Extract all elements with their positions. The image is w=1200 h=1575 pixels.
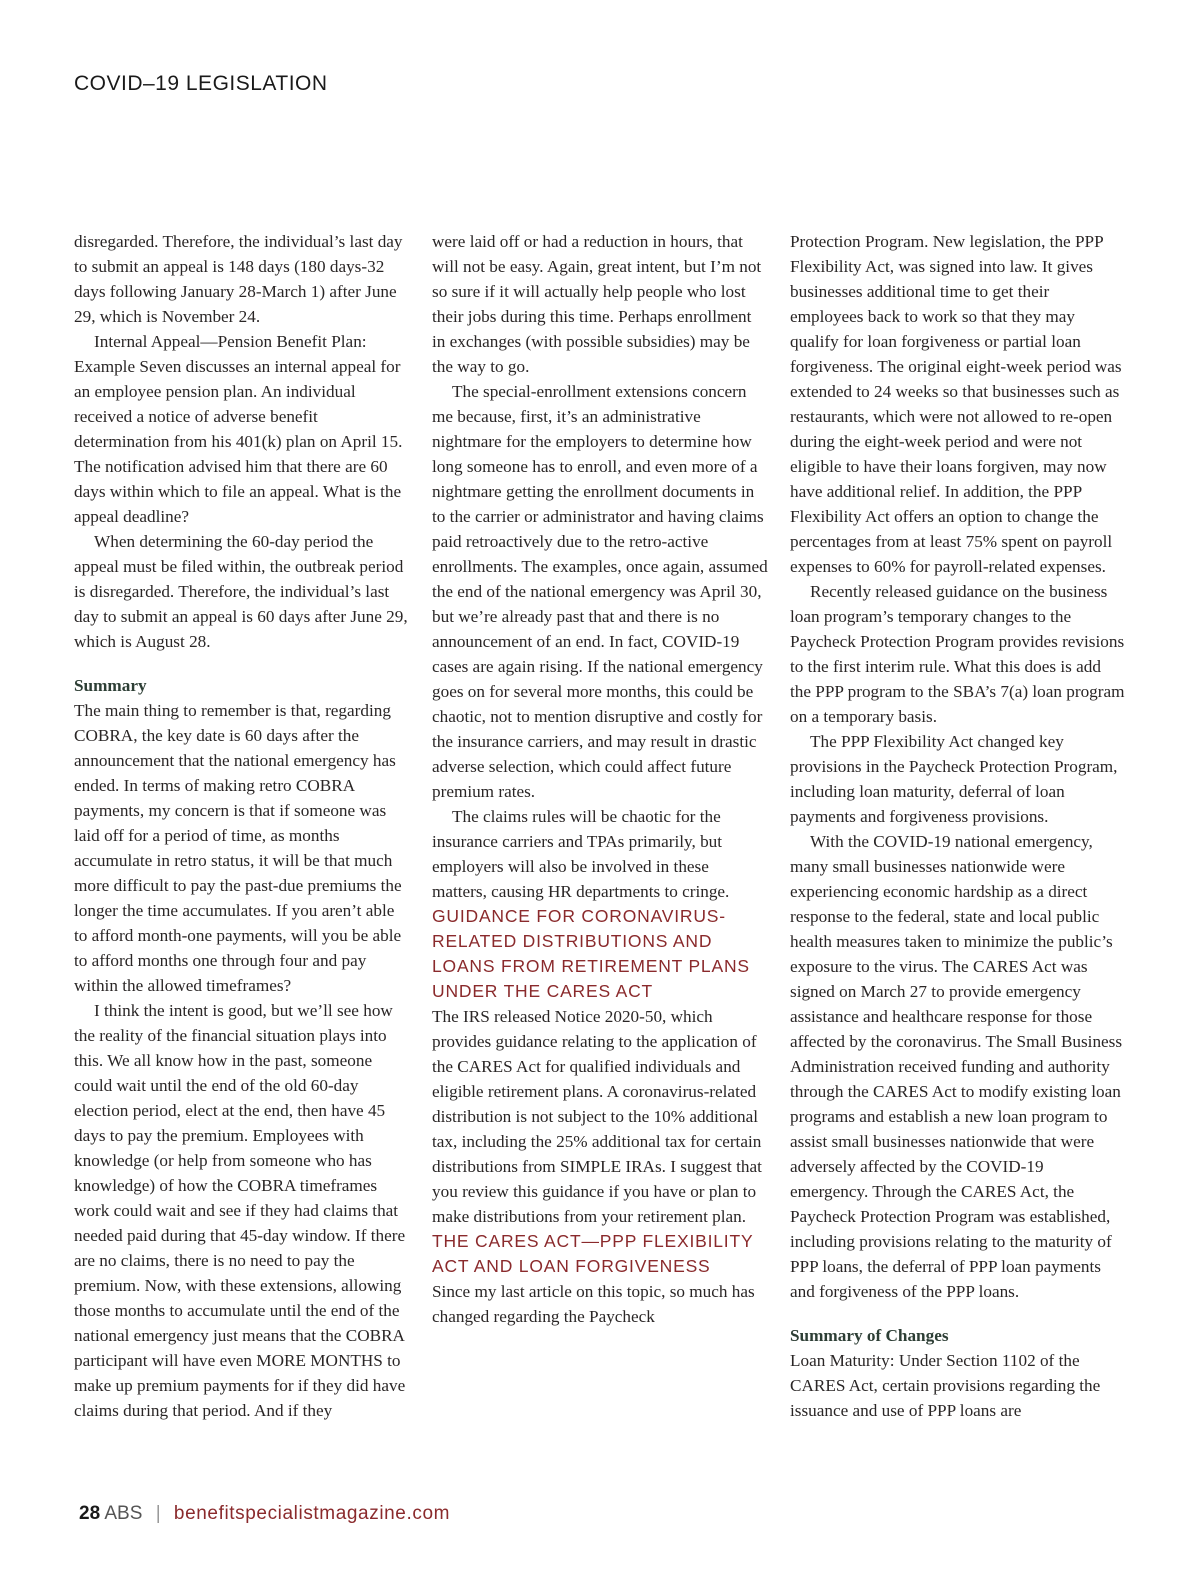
section-heading-guidance: GUIDANCE FOR CORONAVIRUS-RELATED DISTRIBUTIONS AND LOANS FROM RETIREMENT PLANS UNDER THE CARES ACT	[432, 906, 750, 1001]
subheading-summary-of-changes: Summary of Changes	[790, 1326, 949, 1345]
column-1	[74, 229, 408, 1423]
paragraph: Recently released guidance on the business loan program’s temporary changes to the Paycheck Protection Program provides revisions to the first interim rule. What this does is add the PPP program to the SBA’s 7(a) loan program on a temporary basis.	[790, 582, 1125, 726]
paragraph: The claims rules will be chaotic for the insurance carriers and TPAs primarily, but employers will also be involved in these matters, causing HR departments to cringe.	[432, 807, 730, 901]
paragraph: Internal Appeal—Pension Benefit Plan: Example Seven discusses an internal appeal for an employee pension plan. An individual received a notice of adverse benefit determination from his 401(k) plan on April 15. The notification advised him that there are 60 days within which to file an appeal. What is the appeal deadline?	[74, 332, 403, 526]
subheading-summary: Summary	[74, 676, 147, 695]
paragraph: Since my last article on this topic, so much has changed regarding the Paycheck	[432, 1282, 755, 1326]
publication-name: ABS	[104, 1503, 143, 1524]
footer-separator: |	[155, 1503, 161, 1524]
page-footer	[79, 1503, 450, 1525]
paragraph: The PPP Flexibility Act changed key provisions in the Paycheck Protection Program, including loan maturity, deferral of loan payments and forgiveness provisions.	[790, 732, 1118, 826]
website-link[interactable]: benefitspecialistmagazine.com	[173, 1503, 451, 1524]
paragraph: The IRS released Notice 2020-50, which provides guidance relating to the application of the CARES Act for qualified individuals and eligible retirement plans. A coronavirus-related distribution is not subject to the 10% additional tax, including the 25% additional tax for certain distributions from SIMPLE IRAs. I suggest that you review this guidance if you have or plan to make distributions from your retirement plan.	[432, 1007, 762, 1226]
paragraph: With the COVID-19 national emergency, many small businesses nationwide were experiencing economic hardship as a direct response to the federal, state and local public health measures taken to minimize the public’s exposure to the virus. The CARES Act was signed on March 27 to provide emergency assistance and healthcare response for those affected by the coronavirus. The Small Business Administration received funding and authority through the CARES Act to modify existing loan programs and establish a new loan program to assist small businesses nationwide that were adversely affected by the COVID-19 emergency. Through the CARES Act, the Paycheck Protection Program was established, including provisions relating to the maturity of PPP loans, the deferral of PPP loan payments and forgiveness of the PPP loans.	[790, 832, 1123, 1301]
paragraph: The main thing to remember is that, regarding COBRA, the key date is 60 days after the announcement that the national emergency has ended. In terms of making retro COBRA payments, my concern is that if someone was laid off for a period of time, as months accumulate in retro status, it will be that much more difficult to pay the past-due premiums the longer the time accumulates. If you aren’t able to afford month-one payments, will you be able to afford months one through four and pay within the allowed timeframes?	[74, 701, 402, 995]
paragraph: disregarded. Therefore, the individual’s last day to submit an appeal is 148 days (180 days-32 days following January 28-March 1) after June 29, which is November 24.	[74, 232, 403, 326]
section-heading-cares-act: THE CARES ACT—PPP FLEXIBILITY ACT AND LOAN FORGIVENESS	[432, 1231, 754, 1276]
section-header: COVID–19 LEGISLATION	[74, 72, 328, 95]
paragraph: were laid off or had a reduction in hours, that will not be easy. Again, great intent, but I’m not so sure if it will actually help people who lost their jobs during this time. Perhaps enrollment in exchanges (with possible subsidies) may be the way to go.	[432, 232, 762, 376]
page-number: 28	[79, 1503, 101, 1524]
paragraph: I think the intent is good, but we’ll see how the reality of the financial situation plays into this. We all know how in the past, someone could wait until the end of the old 60-day election period, elect at the end, then have 45 days to pay the premium. Employees with knowledge (or help from someone who has knowledge) of how the COBRA timeframes work could wait and see if they had claims that needed paid during that 45-day window. If there are no claims, there is no need to pay the premium. Now, with these extensions, allowing those months to accumulate until the end of the national emergency just means that the COBRA participant will have even MORE MONTHS to make up premium payments for if they did have claims during that period. And if they	[74, 1001, 406, 1420]
column-2	[432, 229, 768, 1329]
paragraph: Loan Maturity: Under Section 1102 of the CARES Act, certain provisions regarding the issuance and use of PPP loans are	[790, 1351, 1101, 1420]
paragraph: When determining the 60-day period the appeal must be filed within, the outbreak period is disregarded. Therefore, the individual’s last day to submit an appeal is 60 days after June 29, which is August 28.	[74, 532, 408, 651]
paragraph: Protection Program. New legislation, the PPP Flexibility Act, was signed into law. It gives businesses additional time to get their employees back to work so that they may qualify for loan forgiveness or partial loan forgiveness. The original eight-week period was extended to 24 weeks so that businesses such as restaurants, which were not allowed to re-open during the eight-week period and were not eligible to have their loans forgiven, may now have additional relief. In addition, the PPP Flexibility Act offers an option to change the percentages from at least 75% spent on payroll expenses to 60% for payroll-related expenses.	[790, 232, 1122, 576]
paragraph: The special-enrollment extensions concern me because, first, it’s an administrative nightmare for the employers to determine how long someone has to enroll, and even more of a nightmare getting the enrollment documents in to the carrier or administrator and having claims paid retroactively due to the retro-active enrollments. The examples, once again, assumed the end of the national emergency was April 30, but we’re already past that and there is no announcement of an end. In fact, COVID-19 cases are again rising. If the national emergency goes on for several more months, this could be chaotic, not to mention disruptive and costly for the insurance carriers, and may result in drastic adverse selection, which could affect future premium rates.	[432, 382, 768, 801]
column-3	[790, 229, 1126, 1423]
